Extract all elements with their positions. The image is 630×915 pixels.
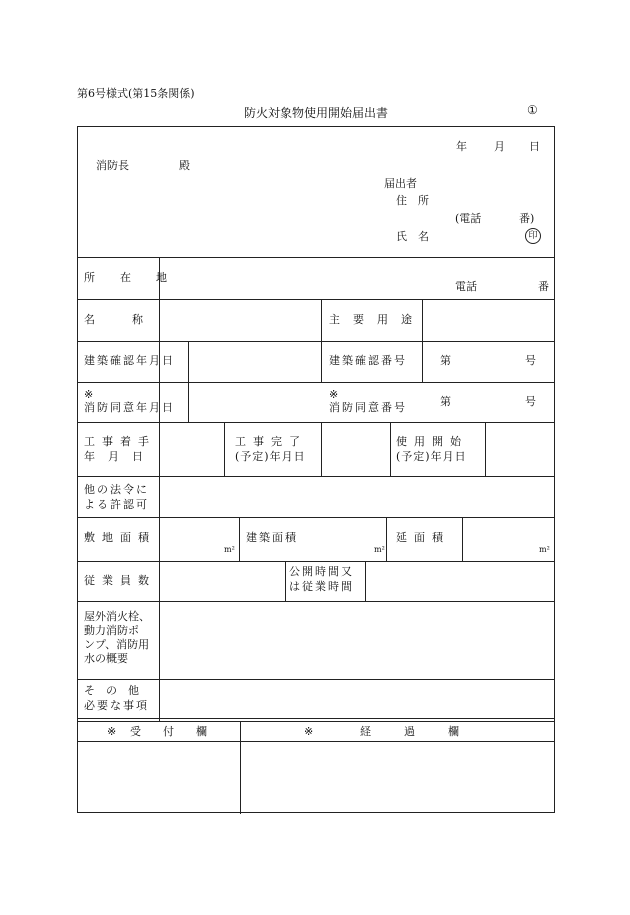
equipment-label-line2: 動力消防ポ	[84, 624, 139, 637]
equipment-label-line1: 屋外消火栓、	[84, 610, 150, 623]
fire-number-mark: ※	[329, 388, 339, 401]
hours-label-line2: は従業時間	[289, 580, 354, 593]
fire-number-dai: 第	[440, 395, 451, 408]
site-area-label: 敷地面積	[84, 531, 156, 544]
location-phone-label: 電話	[455, 280, 477, 293]
document-title: 防火対象物使用開始届出書	[244, 106, 389, 120]
other-label-line1: そ の 他	[84, 684, 139, 697]
reception-label: 受 付 欄	[130, 725, 207, 738]
progress-area	[241, 742, 555, 813]
location-phone-ban: 番	[538, 280, 549, 293]
construction-end-label: 工事完了	[235, 435, 307, 448]
progress-mark: ※	[304, 725, 314, 738]
reception-mark: ※	[107, 725, 117, 738]
build-number-dai: 第	[440, 354, 451, 367]
fire-number-go: 号	[525, 395, 536, 408]
hours-label-line1: 公開時間又	[289, 565, 354, 578]
floor-area-unit: m²	[539, 545, 550, 554]
equipment-label-line3: ンプ、消防用	[84, 638, 150, 651]
floor-area-label: 延面積	[396, 531, 450, 544]
construction-start-sub: 年 月 日	[84, 450, 144, 463]
fire-number-label: 消防同意番号	[329, 401, 407, 414]
permits-label-line1: 他の法令に	[84, 483, 149, 496]
reception-area	[78, 742, 239, 813]
use-start-label: 使用開始	[396, 435, 468, 448]
construction-end-sub: (予定)年月日	[235, 450, 306, 463]
notification-form	[77, 126, 555, 813]
use-start-sub: (予定)年月日	[396, 450, 467, 463]
date-month: 月	[494, 140, 505, 153]
build-number-label: 建築確認番号	[329, 354, 407, 367]
phone-close: 番)	[519, 212, 535, 225]
honorific: 殿	[179, 159, 190, 172]
fire-date-mark: ※	[84, 388, 94, 401]
date-day: 日	[529, 140, 540, 153]
permits-label-line2: よる許認可	[84, 498, 149, 511]
other-label-line2: 必要な事項	[84, 699, 149, 712]
building-area-label: 建築面積	[246, 531, 298, 544]
seal-mark: 印	[525, 228, 541, 244]
employees-label: 従業員数	[84, 574, 156, 587]
location-label: 所 在 地	[84, 271, 174, 284]
form-number: 第6号様式(第15条関係)	[77, 87, 195, 100]
date-year: 年	[456, 140, 467, 153]
site-area-unit: m²	[224, 545, 235, 554]
build-date-label: 建築確認年月日	[84, 354, 175, 367]
name-row-label: 名 称	[84, 313, 144, 326]
name-label: 氏 名	[396, 230, 429, 243]
address-label: 住 所	[396, 194, 429, 207]
progress-label: 経 過 欄	[360, 725, 459, 738]
phone-open: (電話	[455, 212, 482, 225]
notifier-label: 届出者	[384, 177, 417, 190]
fire-date-label: 消防同意年月日	[84, 401, 175, 414]
main-use-label: 主 要 用 途	[329, 313, 413, 326]
build-number-go: 号	[525, 354, 536, 367]
construction-start-label: 工事着手	[84, 435, 156, 448]
circle-number: ①	[527, 103, 538, 117]
fire-chief-label: 消防長	[96, 159, 129, 172]
building-area-unit: m²	[374, 545, 385, 554]
equipment-label-line4: 水の概要	[84, 652, 128, 665]
